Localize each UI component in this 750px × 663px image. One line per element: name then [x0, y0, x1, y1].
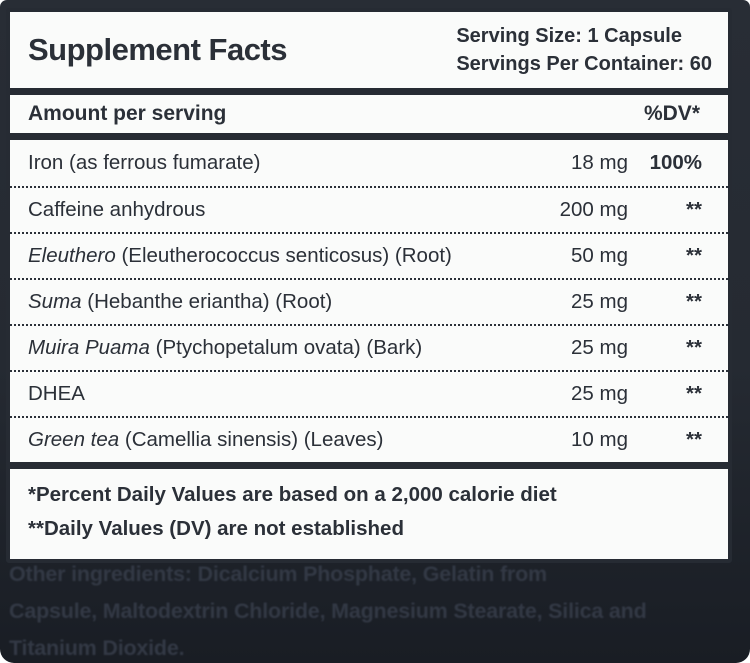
ingredient-row-eleuthero [10, 232, 728, 278]
supplement-facts-panel [6, 8, 732, 563]
ingredient-dv: ** [686, 244, 702, 267]
ingredient-row-suma [10, 278, 728, 324]
ingredient-dv: ** [686, 428, 702, 451]
serving-info [456, 22, 712, 78]
ingredient-name: Green tea (Camellia sinensis) (Leaves) [28, 428, 384, 451]
other-ingredients-line: Titanium Dioxide. [9, 636, 185, 660]
ingredient-name: Iron (as ferrous fumarate) [28, 151, 261, 174]
percent-dv-header: %DV* [643, 102, 700, 125]
panel-header [10, 12, 728, 88]
servings-per-container: Servings Per Container: 60 [456, 53, 712, 75]
ingredient-name: Eleuthero (Eleutherococcus senticosus) (Root) [28, 244, 452, 267]
serving-size: Serving Size: 1 Capsule [456, 25, 682, 47]
footnotes [10, 469, 728, 559]
ingredient-amount: 50 mg [571, 244, 628, 267]
ingredient-name: Suma (Hebanthe eriantha) (Root) [28, 290, 333, 313]
ingredient-amount: 10 mg [571, 428, 628, 451]
other-ingredients-line: Other ingredients: Dicalcium Phosphate, Gelatin from [9, 562, 547, 586]
ingredient-amount: 18 mg [571, 151, 628, 174]
ingredient-row-dhea [10, 370, 728, 416]
ingredient-table [10, 140, 728, 462]
column-header-row [10, 95, 728, 133]
thick-divider [10, 133, 728, 140]
footnote-percent-dv: *Percent Daily Values are based on a 2,000 calorie diet [28, 483, 557, 506]
thick-divider [10, 88, 728, 95]
ingredient-dv: ** [686, 198, 702, 221]
panel-title: Supplement Facts [28, 32, 287, 67]
ingredient-name: Caffeine anhydrous [28, 198, 206, 221]
other-ingredients-text [9, 556, 745, 663]
ingredient-dv: 100% [649, 151, 702, 174]
other-ingredients-line: Capsule, Maltodextrin Chloride, Magnesium Stearate, Silica and [9, 599, 647, 623]
ingredient-amount: 25 mg [571, 290, 628, 313]
footnote-dv-not-established: **Daily Values (DV) are not established [28, 517, 404, 540]
ingredient-dv: ** [686, 382, 702, 405]
ingredient-row-green-tea [10, 416, 728, 462]
ingredient-row-caffeine [10, 186, 728, 232]
ingredient-amount: 200 mg [559, 198, 628, 221]
ingredient-name: Muira Puama (Ptychopetalum ovata) (Bark) [28, 336, 423, 359]
ingredient-name: DHEA [28, 382, 85, 405]
ingredient-amount: 25 mg [571, 336, 628, 359]
thick-divider [10, 462, 728, 469]
ingredient-dv: ** [686, 290, 702, 313]
ingredient-row-iron [10, 140, 728, 186]
ingredient-amount: 25 mg [571, 382, 628, 405]
ingredient-dv: ** [686, 336, 702, 359]
ingredient-row-muira-puama [10, 324, 728, 370]
amount-per-serving-header: Amount per serving [28, 102, 227, 125]
